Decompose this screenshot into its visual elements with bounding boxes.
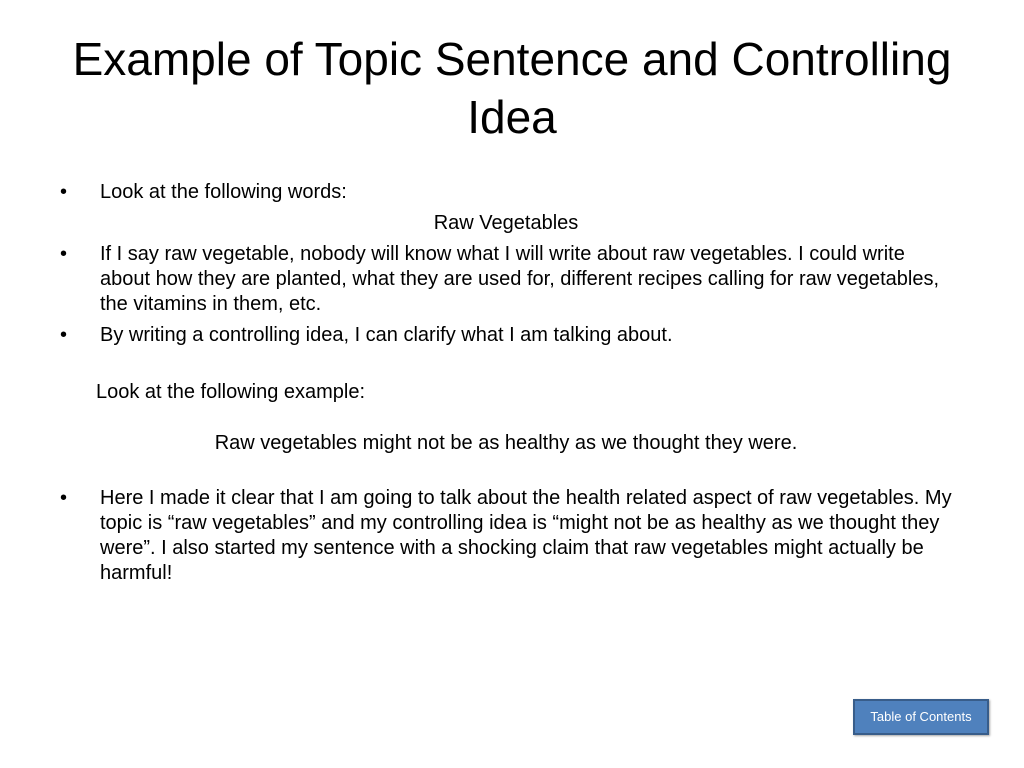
bullet-marker: • [60,324,68,346]
bullet-item [56,486,956,586]
table-of-contents-button[interactable]: Table of Contents [853,699,989,735]
slide-body [56,180,956,592]
slide-title: Example of Topic Sentence and Controlling Idea [72,33,952,143]
bullet-text: Here I made it clear that I am going to talk about the health related aspect of raw vegetables. My topic is “raw vegetables” and my controlling idea is “might not be as healthy as we thought they were”. I also started my sentence with a shocking claim that raw vegetables might actually be harmful! [100,487,952,584]
centered-phrase: Raw Vegetables [433,212,579,234]
bullet-text: By writing a controlling idea, I can clarify what I am talking about. [100,324,673,346]
bullet-marker: • [60,181,68,203]
spacer [56,354,956,380]
indented-line: Look at the following example: [96,381,366,403]
bullet-item [56,323,956,348]
bullet-text: If I say raw vegetable, nobody will know what I will write about raw vegetables. I could write about how they are planted, what they are used for, different recipes calling for raw vegetables, the vitamins in them, etc. [100,243,940,315]
example-sentence: Raw vegetables might not be as healthy as we thought they were. [214,432,798,454]
bullet-text: Look at the following words: [100,181,347,203]
bullet-item [56,242,956,317]
spacer [56,405,956,431]
spacer [56,462,956,486]
bullet-item [56,180,956,205]
bullet-marker: • [60,487,68,509]
bullet-marker: • [60,243,68,265]
